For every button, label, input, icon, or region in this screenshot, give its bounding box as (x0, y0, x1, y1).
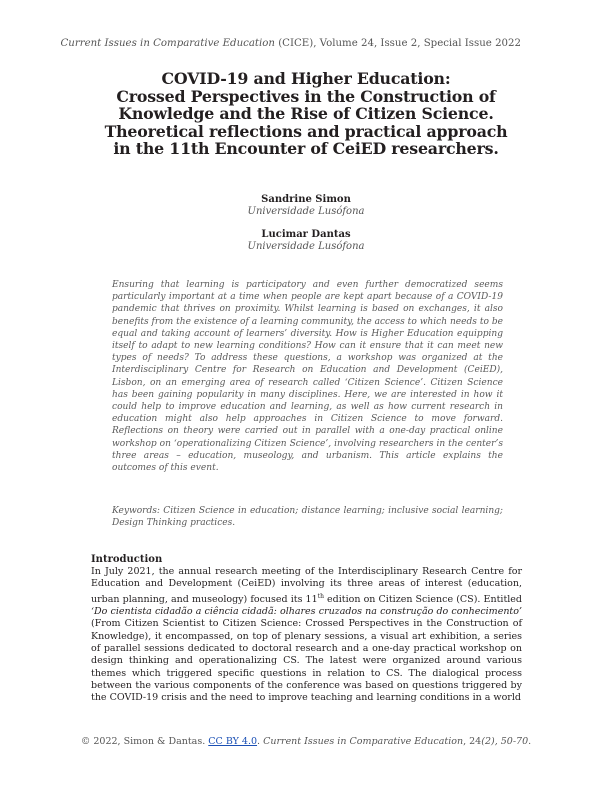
author-block (60, 229, 552, 253)
footer-volume: , 24 (463, 736, 482, 747)
intro-text: In July 2021, the annual research meeting of the Interdisciplinary Research Centre for Education and Development (CeiED) involving its three areas of interest (education, urban planning, and museology) focused its 11 (91, 566, 522, 605)
author-block (60, 194, 552, 218)
license-link[interactable]: CC BY 4.0 (208, 736, 258, 747)
running-header (60, 38, 521, 49)
footer-citation (60, 736, 552, 747)
journal-name: Current Issues in Comparative Education (60, 38, 275, 49)
abstract: Ensuring that learning is participatory and even further democratized seems particularly important at a time when people are kept apart because of a COVID-19 pandemic that thrives on proximity. Whilst learning is based on exchanges, it also benefits from the existence of a learning community, the access to which needs to be equal and taking account of learners’ diversity. How is Higher Education equipping itself to adapt to new learning conditions? How can it ensure that it can meet new types of needs? To address these questions, a workshop was organized at the Interdisciplinary Centre for Research on Education and Development (CeiED), Lisbon, on an emerging area of research called ‘Citizen Science’. Citizen Science has been gaining popularity in many disciplines. Here, we are interested in how it could help to improve education and learning, as well as how current research in education might also help approaches in Citizen Science to move forward. Reflections on theory were carried out in parallel with a one-day practical online workshop on ‘operationalizing Citizen Science’, involving researchers in the center’s three areas – education, museology, and urbanism. This article explains the outcomes of this event. (112, 280, 503, 474)
introduction-paragraph (91, 566, 522, 704)
section-heading: Introduction (91, 554, 163, 565)
portuguese-title: ‘Do cientista cidadão a ciência cidadã: olhares cruzados na construção do conhecimento’ (91, 606, 522, 618)
author-name: Lucimar Dantas (261, 229, 351, 240)
intro-text: (From Citizen Scientist to Citizen Science: Crossed Perspectives in the Construction of Knowledge), it encompassed, on top of plenary sessions, a visual art exhibition, a series of parallel sessions dedicated to doctoral research and a one-day practical workshop on design thinking and operationalizing CS. The latest were organized around various themes which triggered specific questions in relation to CS. The dialogical process between the various components of the conference was based on questions triggered by the COVID-19 crisis and the need to improve teaching and learning conditions in a world (91, 618, 522, 704)
keywords: Keywords: Citizen Science in education; distance learning; inclusive social learning; Design Thinking practices. (112, 506, 503, 529)
footer-issue: (2), 50-70. (481, 736, 532, 747)
title-line: in the 11th Encounter of CeiED researchers. (113, 139, 499, 158)
title-line: Knowledge and the Rise of Citizen Science. (118, 104, 494, 123)
paper-title (70, 70, 542, 158)
title-line: COVID-19 and Higher Education: (161, 69, 451, 88)
ordinal-suffix: th (317, 592, 324, 600)
intro-text: edition on Citizen Science (CS). Entitled (323, 593, 522, 605)
title-line: Crossed Perspectives in the Construction of (116, 86, 496, 106)
author-name: Sandrine Simon (261, 194, 351, 205)
title-line: Theoretical reflections and practical approach (104, 121, 508, 141)
author-affiliation: Universidade Lusófona (247, 241, 365, 252)
issue-details: (CICE), Volume 24, Issue 2, Special Issue 2022 (274, 38, 521, 49)
author-affiliation: Universidade Lusófona (247, 206, 365, 217)
footer-sep: . (257, 736, 264, 747)
copyright: © 2022, Simon & Dantas. (80, 736, 209, 747)
footer-journal: Current Issues in Comparative Education (263, 736, 464, 747)
